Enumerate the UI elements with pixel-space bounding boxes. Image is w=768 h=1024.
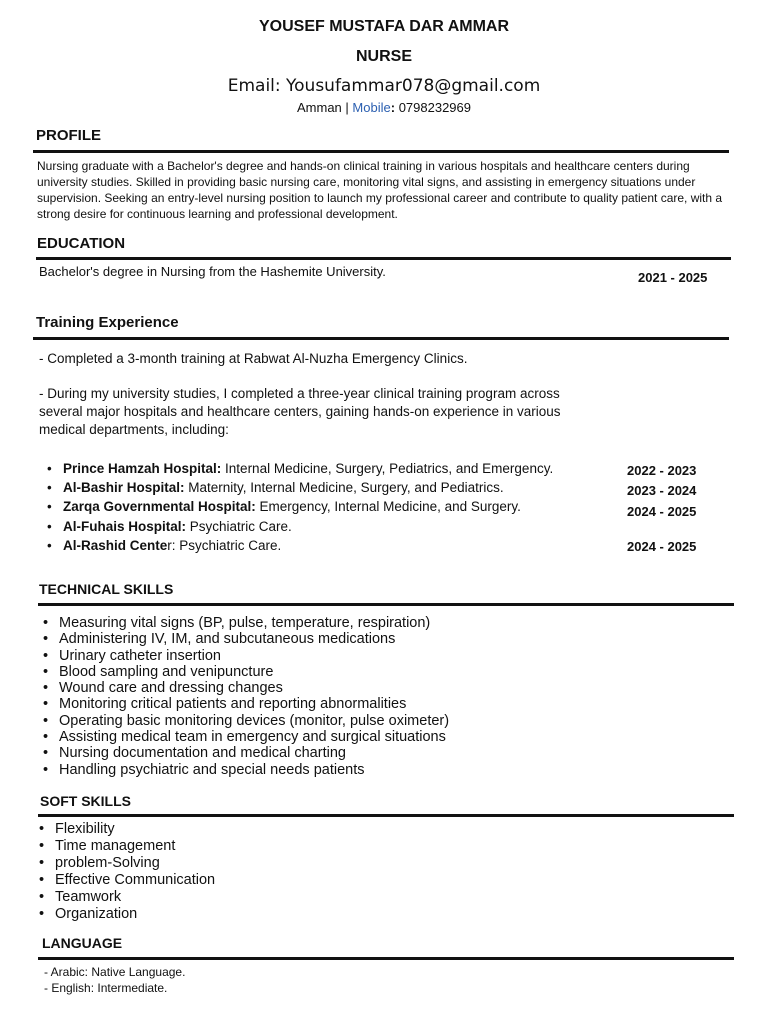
skill-text: Handling psychiatric and special needs patients xyxy=(59,761,365,778)
list-item xyxy=(43,729,693,745)
skill-text: Measuring vital signs (BP, pulse, temperature, respiration) xyxy=(59,615,431,631)
soft-skills-list xyxy=(39,821,439,923)
list-item xyxy=(43,696,693,712)
education-years: 2021 - 2025 xyxy=(638,270,708,285)
bullet: • xyxy=(39,838,45,854)
hospital-name: Al-Fuhais Hospital: xyxy=(63,518,187,534)
education-heading: EDUCATION xyxy=(37,235,126,252)
list-item xyxy=(39,906,439,923)
hospital-name: Al-Bashir Hospital: xyxy=(63,480,185,496)
technical-skills-list xyxy=(43,615,693,778)
hospital-departments: Psychiatric Care. xyxy=(186,518,292,534)
bullet: • xyxy=(39,906,45,922)
mobile-number: 0798232969 xyxy=(398,100,471,115)
training-hospital-list xyxy=(47,459,607,555)
language-item: - Arabic: Native Language. xyxy=(44,965,186,979)
language-heading: LANGUAGE xyxy=(42,935,123,951)
bullet: • xyxy=(43,647,49,664)
city: Amman xyxy=(296,100,342,115)
training-year: 2024 - 2025 xyxy=(627,504,697,519)
list-item xyxy=(47,478,607,497)
list-item xyxy=(39,889,439,906)
bullet: • xyxy=(43,761,49,778)
job-title: NURSE xyxy=(355,48,412,65)
list-item xyxy=(39,872,439,889)
profile-divider xyxy=(33,150,729,153)
skill-text: Blood sampling and venipuncture xyxy=(59,663,274,680)
bullet: • xyxy=(43,745,49,762)
training-year: 2023 - 2024 xyxy=(627,483,697,498)
skill-text: Organization xyxy=(55,906,138,922)
skill-text: Nursing documentation and medical charting xyxy=(59,745,346,762)
bullet: • xyxy=(47,480,52,496)
training-paragraph-2: - During my university studies, I completed a three-year clinical training program across several major hospitals and healthcare centers, gaining hands-on experience in various medical departments, including: xyxy=(39,386,561,437)
bullet: • xyxy=(43,680,49,697)
language-item: - English: Intermediate. xyxy=(44,981,168,995)
mobile-colon: : xyxy=(390,100,396,115)
mobile-label: Mobile xyxy=(352,100,391,115)
list-item xyxy=(39,838,439,855)
bullet: • xyxy=(39,821,45,837)
hospital-name: Al-Rashid Cente xyxy=(63,537,168,553)
soft-skills-divider xyxy=(38,814,734,817)
separator: | xyxy=(345,100,349,115)
training-heading: Training Experience xyxy=(36,314,179,331)
language-list xyxy=(44,964,185,996)
list-item xyxy=(47,459,607,478)
bullet: • xyxy=(47,461,52,476)
list-item xyxy=(43,648,693,664)
hospital-name: Zarqa Governmental Hospital: xyxy=(63,499,256,515)
contact-line xyxy=(0,100,768,115)
bullet: • xyxy=(43,631,49,648)
profile-heading: PROFILE xyxy=(36,127,102,144)
skill-text: Monitoring critical patients and reporting abnormalities xyxy=(59,696,407,713)
hospital-departments: Maternity, Internal Medicine, Surgery, and Pediatrics. xyxy=(184,480,504,496)
bullet: • xyxy=(43,712,49,729)
list-item xyxy=(47,517,607,536)
skill-text: Teamwork xyxy=(55,889,122,905)
bullet: • xyxy=(39,855,45,871)
list-item xyxy=(47,536,607,555)
soft-skills-heading: SOFT SKILLS xyxy=(40,793,131,809)
training-year: 2024 - 2025 xyxy=(627,539,697,554)
skill-text: Administering IV, IM, and subcutaneous medications xyxy=(59,631,396,648)
education-degree: Bachelor's degree in Nursing from the Hashemite University. xyxy=(39,264,386,279)
technical-divider xyxy=(38,603,734,606)
skill-text: Wound care and dressing changes xyxy=(59,680,283,697)
bullet: • xyxy=(39,889,45,905)
list-item xyxy=(43,664,693,680)
education-divider xyxy=(36,257,731,260)
list-item xyxy=(47,497,607,516)
hospital-departments: r: Psychiatric Care. xyxy=(167,537,282,553)
training-divider xyxy=(33,337,729,340)
list-item xyxy=(43,713,693,729)
bullet: • xyxy=(43,663,49,680)
bullet: • xyxy=(43,615,49,631)
bullet: • xyxy=(47,499,52,515)
skill-text: Effective Communication xyxy=(55,872,216,888)
bullet: • xyxy=(43,729,49,746)
list-item xyxy=(43,762,693,778)
language-divider xyxy=(38,957,734,960)
list-item xyxy=(43,745,693,761)
skill-text: problem-Solving xyxy=(55,855,160,871)
skill-text: Urinary catheter insertion xyxy=(59,647,221,664)
hospital-departments: Emergency, Internal Medicine, and Surgery. xyxy=(255,499,521,515)
skill-text: Time management xyxy=(55,838,176,854)
training-paragraph-1: - Completed a 3-month training at Rabwat Al-Nuzha Emergency Clinics. xyxy=(39,351,468,366)
bullet: • xyxy=(47,518,52,534)
list-item xyxy=(43,680,693,696)
profile-text: Nursing graduate with a Bachelor's degree and hands-on clinical training in various hospitals and healthcare centers during university studies. Skilled in providing basic nursing care, monitoring vital signs, and assisting in emergency situations under supervision. Seeking an entry-level nursing position to launch my professional career and contribute to quality patient care, with a strong desire for continuous learning and professional development. xyxy=(37,159,723,221)
candidate-name: YOUSEF MUSTAFA DAR AMMAR xyxy=(258,18,510,35)
bullet: • xyxy=(43,696,49,713)
skill-text: Operating basic monitoring devices (monitor, pulse oximeter) xyxy=(59,712,450,729)
technical-heading: TECHNICAL SKILLS xyxy=(39,581,174,597)
list-item xyxy=(43,631,693,647)
skill-text: Flexibility xyxy=(55,821,115,837)
list-item xyxy=(39,821,439,838)
bullet: • xyxy=(47,537,52,553)
hospital-departments: Internal Medicine, Surgery, Pediatrics, and Emergency. xyxy=(221,461,554,476)
email-line: Email: Yousufammar078@gmail.com xyxy=(227,76,541,96)
bullet: • xyxy=(39,872,45,888)
training-year: 2022 - 2023 xyxy=(627,463,697,478)
list-item xyxy=(43,615,693,631)
list-item xyxy=(39,855,439,872)
hospital-name: Prince Hamzah Hospital: xyxy=(63,461,222,476)
skill-text: Assisting medical team in emergency and surgical situations xyxy=(59,729,446,746)
